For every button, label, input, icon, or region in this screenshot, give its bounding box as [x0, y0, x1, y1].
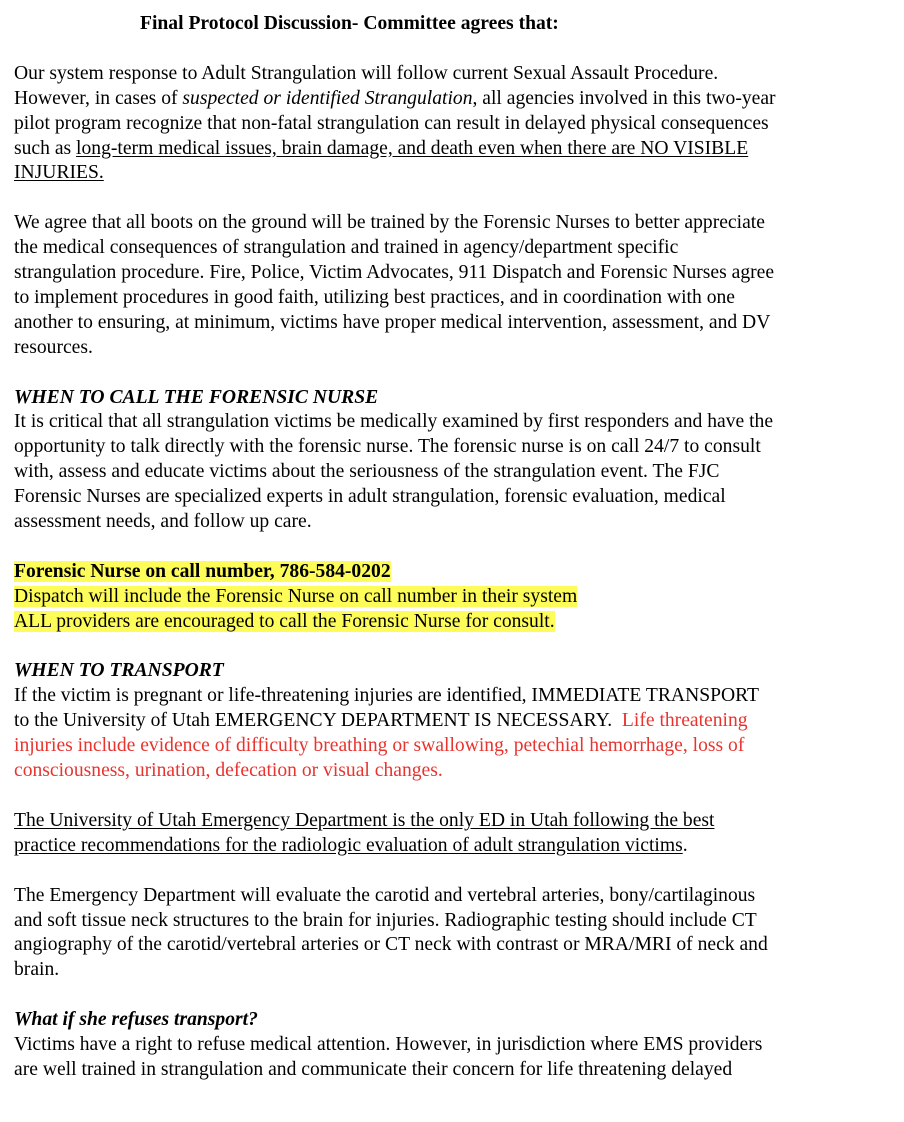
warning-text: consciousness, urination, defecation or visual changes.	[14, 760, 443, 782]
transport-section	[14, 659, 890, 784]
text-line: and soft tissue neck structures to the brain for injuries. Radiographic testing should include CT	[14, 909, 757, 931]
text-line: angiography of the carotid/vertebral arteries or CT neck with contrast or MRA/MRI of neck and	[14, 934, 768, 956]
highlighted-text: Dispatch will include the Forensic Nurse on call number in their system	[14, 585, 578, 607]
section-heading: What if she refuses transport?	[14, 1009, 258, 1031]
text-line: Victims have a right to refuse medical attention. However, in jurisdiction where EMS providers	[14, 1034, 763, 1056]
underlined-text: INJURIES.	[14, 162, 104, 184]
evaluation-paragraph	[14, 884, 890, 984]
text-line: brain.	[14, 959, 60, 981]
text-line: assessment needs, and follow up care.	[14, 511, 312, 533]
warning-text: Life threatening	[621, 710, 748, 732]
text-line: pilot program recognize that non-fatal strangulation can result in delayed physical consequences	[14, 112, 769, 134]
university-paragraph	[14, 809, 890, 859]
text-line: resources.	[14, 336, 93, 358]
on-call-number: Forensic Nurse on call number, 786-584-0202	[14, 560, 391, 582]
text-line: with, assess and educate victims about the seriousness of the strangulation event. The FJC	[14, 461, 720, 483]
section-heading: WHEN TO CALL THE FORENSIC NURSE	[14, 386, 379, 408]
text-line: to implement procedures in good faith, utilizing best practices, and in coordination with one	[14, 286, 735, 308]
text-line: We agree that all boots on the ground will be trained by the Forensic Nurses to better appreciate	[14, 212, 765, 234]
text-line: such as long-term medical issues, brain damage, and death even when there are NO VISIBLE	[14, 137, 749, 159]
text-line: practice recommendations for the radiologic evaluation of adult strangulation victims.	[14, 834, 688, 856]
document-page	[14, 12, 890, 1108]
text-line: another to ensuring, at minimum, victims have proper medical intervention, assessment, and DV	[14, 311, 771, 333]
underlined-text: practice recommendations for the radiologic evaluation of adult strangulation victims	[14, 834, 683, 856]
on-call-highlight	[14, 560, 890, 635]
underlined-text: long-term medical issues, brain damage, and death even when there are NO VISIBLE	[76, 137, 749, 159]
underlined-text: The University of Utah Emergency Department is the only ED in Utah following the best	[14, 809, 715, 831]
emphasis-text: suspected or identified Strangulation	[182, 87, 473, 109]
text-line: The Emergency Department will evaluate the carotid and vertebral arteries, bony/cartilaginous	[14, 884, 756, 906]
text-line: to the University of Utah EMERGENCY DEPARTMENT IS NECESSARY. Life threatening	[14, 710, 748, 732]
text-line: However, in cases of suspected or identified Strangulation, all agencies involved in this two-year	[14, 87, 776, 109]
text-line: Forensic Nurses are specialized experts in adult strangulation, forensic evaluation, medical	[14, 486, 726, 508]
text-line: strangulation procedure. Fire, Police, Victim Advocates, 911 Dispatch and Forensic Nurses agree	[14, 262, 775, 284]
text-line: Our system response to Adult Strangulation will follow current Sexual Assault Procedure.	[14, 62, 719, 84]
text-line: are well trained in strangulation and communicate their concern for life threatening delayed	[14, 1058, 733, 1080]
training-paragraph	[14, 211, 890, 360]
call-nurse-section	[14, 386, 890, 535]
text-line: If the victim is pregnant or life-threatening injuries are identified, IMMEDIATE TRANSPORT	[14, 685, 760, 707]
page-title: Final Protocol Discussion- Committee agrees that:	[140, 13, 559, 34]
text-line: the medical consequences of strangulation and trained in agency/department specific	[14, 237, 679, 259]
intro-paragraph	[14, 62, 890, 187]
highlighted-text: ALL providers are encouraged to call the Forensic Nurse for consult.	[14, 610, 555, 632]
text-line: opportunity to talk directly with the forensic nurse. The forensic nurse is on call 24/7 to consult	[14, 436, 761, 458]
section-heading: WHEN TO TRANSPORT	[14, 660, 224, 682]
text-line: It is critical that all strangulation victims be medically examined by first responders and have the	[14, 411, 774, 433]
refuses-transport-section	[14, 1008, 890, 1083]
warning-text: injuries include evidence of difficulty breathing or swallowing, petechial hemorrhage, loss of	[14, 735, 745, 757]
